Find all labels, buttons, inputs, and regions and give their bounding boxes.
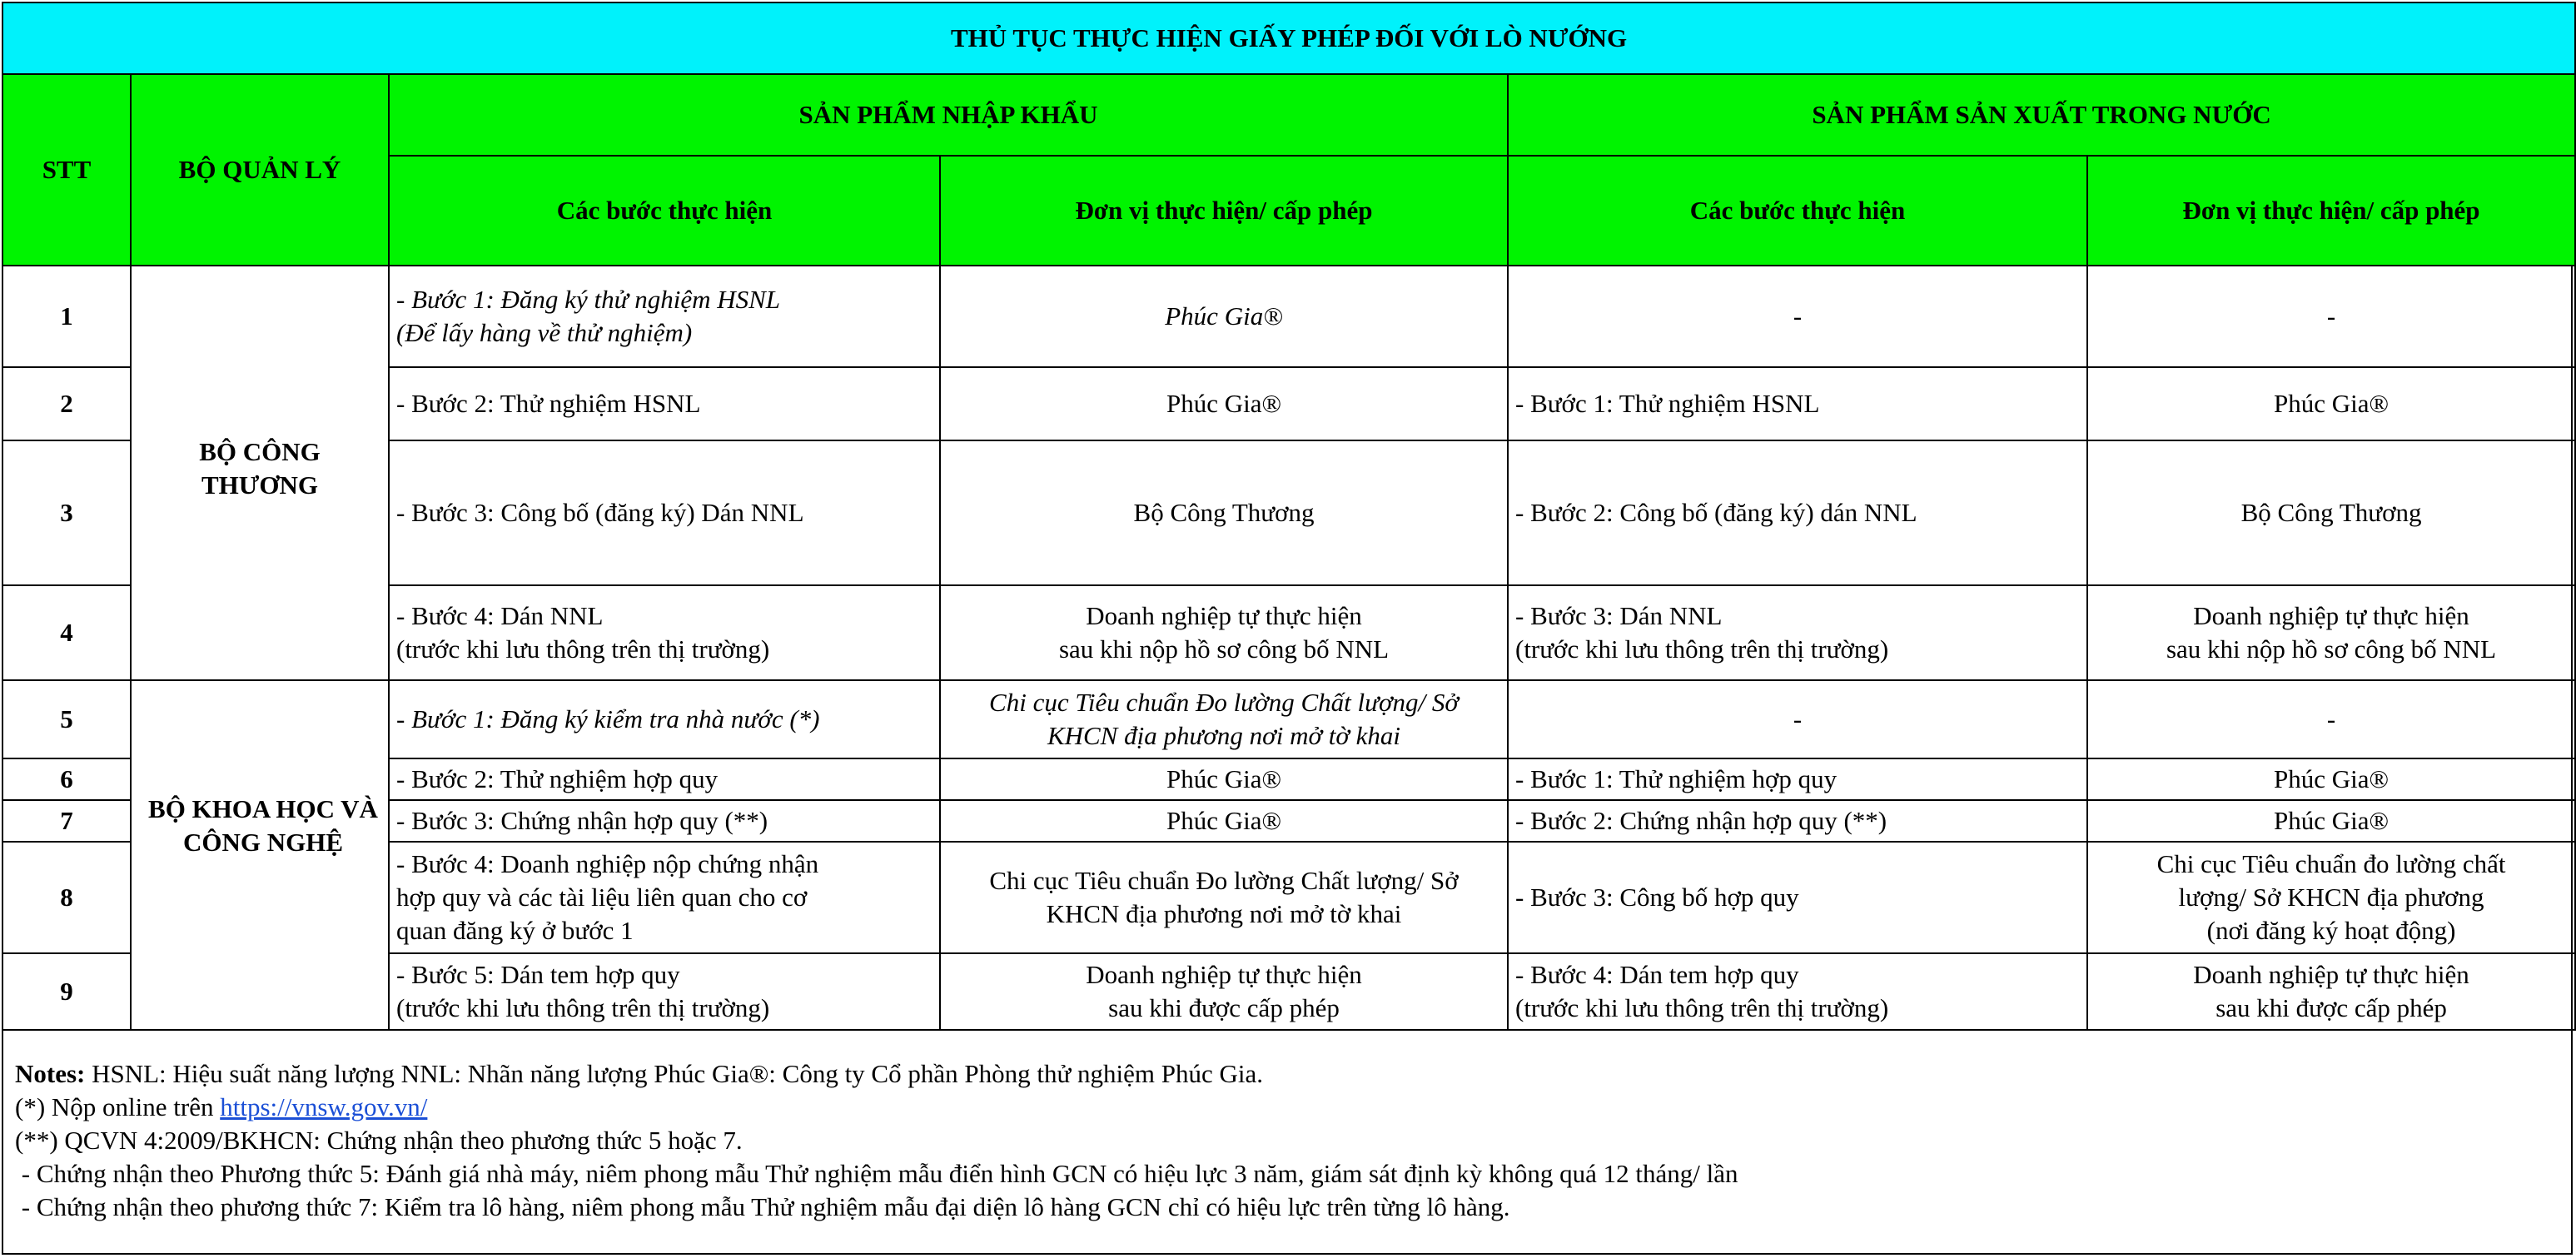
row-stt: 2 xyxy=(2,367,131,440)
notes-line-3: (**) QCVN 4:2009/BKHCN: Chứng nhận theo phương thức 5 hoặc 7. xyxy=(15,1126,743,1155)
domestic-unit-cell: - xyxy=(2087,680,2575,758)
header-agency: BỘ QUẢN LÝ xyxy=(131,74,389,266)
imported-step-cell: - Bước 4: Doanh nghiệp nộp chứng nhận hợp quy và các tài liệu liên quan cho cơ quan đăng ký ở bước 1 xyxy=(389,842,940,953)
imported-step-cell: - Bước 2: Thử nghiệm HSNL xyxy=(389,367,940,440)
header-imported-steps: Các bước thực hiện xyxy=(389,156,940,266)
row-stt: 9 xyxy=(2,953,131,1030)
imported-unit-cell: Bộ Công Thương xyxy=(940,440,1508,585)
vnsw-link[interactable]: https://vnsw.gov.vn/ xyxy=(220,1092,428,1121)
notes-abbreviations: HSNL: Hiệu suất năng lượng NNL: Nhãn năng lượng Phúc Gia®: Công ty Cổ phần Phòng thử nghiệm Phúc Gia. xyxy=(85,1059,1264,1088)
table-row xyxy=(2,440,2575,585)
row-stt: 5 xyxy=(2,680,131,758)
imported-step-cell: - Bước 1: Đăng ký thử nghiệm HSNL (Để lấy hàng về thử nghiệm) xyxy=(389,266,940,367)
imported-step-cell: - Bước 5: Dán tem hợp quy (trước khi lưu thông trên thị trường) xyxy=(389,953,940,1030)
notes-line-2 xyxy=(15,1091,2563,1124)
row-stt: 3 xyxy=(2,440,131,585)
notes-line-4: - Chứng nhận theo Phương thức 5: Đánh giá nhà máy, niêm phong mẫu Thử nghiệm mẫu điển hình GCN có hiệu lực 3 năm, giám sát định kỳ không quá 12 tháng/ lần xyxy=(15,1159,1738,1188)
header-domestic-steps: Các bước thực hiện xyxy=(1508,156,2087,266)
agency-moit xyxy=(131,266,389,680)
agency-moit-label: BỘ CÔNG THƯƠNG xyxy=(199,437,321,500)
table-row xyxy=(2,800,2575,842)
header-domestic: SẢN PHẨM SẢN XUẤT TRONG NƯỚC xyxy=(1508,74,2575,156)
domestic-step-cell: - xyxy=(1508,266,2087,367)
domestic-unit-cell: Phúc Gia® xyxy=(2087,800,2575,842)
domestic-unit-cell: Doanh nghiệp tự thực hiện sau khi nộp hồ sơ công bố NNL xyxy=(2087,585,2575,680)
domestic-unit-cell: Doanh nghiệp tự thực hiện sau khi được cấp phép xyxy=(2087,953,2575,1030)
table-row xyxy=(2,842,2575,953)
table-title: THỦ TỤC THỰC HIỆN GIẤY PHÉP ĐỐI VỚI LÒ NƯỚNG xyxy=(2,2,2575,74)
imported-unit-cell: Doanh nghiệp tự thực hiện sau khi nộp hồ sơ công bố NNL xyxy=(940,585,1508,680)
procedure-table xyxy=(2,2,2576,1031)
table-row xyxy=(2,367,2575,440)
domestic-step-cell: - Bước 3: Dán NNL (trước khi lưu thông trên thị trường) xyxy=(1508,585,2087,680)
domestic-step-cell: - Bước 2: Công bố (đăng ký) dán NNL xyxy=(1508,440,2087,585)
table-row xyxy=(2,585,2575,680)
row-stt: 7 xyxy=(2,800,131,842)
table-row xyxy=(2,266,2575,367)
notes-online-prefix: (*) Nộp online trên xyxy=(15,1092,221,1121)
imported-step-cell: - Bước 1: Đăng ký kiểm tra nhà nước (*) xyxy=(389,680,940,758)
imported-unit-cell: Phúc Gia® xyxy=(940,367,1508,440)
imported-unit-cell: Phúc Gia® xyxy=(940,800,1508,842)
header-domestic-unit: Đơn vị thực hiện/ cấp phép xyxy=(2087,156,2575,266)
imported-step-cell: - Bước 3: Chứng nhận hợp quy (**) xyxy=(389,800,940,842)
agency-most xyxy=(131,680,389,1030)
table-row xyxy=(2,680,2575,758)
row-stt: 8 xyxy=(2,842,131,953)
header-imported-unit: Đơn vị thực hiện/ cấp phép xyxy=(940,156,1508,266)
imported-unit-cell: Chi cục Tiêu chuẩn Đo lường Chất lượng/ Sở KHCN địa phương nơi mở tờ khai xyxy=(940,680,1508,758)
imported-unit-cell: Doanh nghiệp tự thực hiện sau khi được cấp phép xyxy=(940,953,1508,1030)
row-stt: 6 xyxy=(2,758,131,800)
domestic-step-cell: - xyxy=(1508,680,2087,758)
header-imported: SẢN PHẨM NHẬP KHẨU xyxy=(389,74,1508,156)
domestic-unit-cell: Phúc Gia® xyxy=(2087,758,2575,800)
header-stt: STT xyxy=(2,74,131,266)
table-row xyxy=(2,953,2575,1030)
domestic-step-cell: - Bước 1: Thử nghiệm HSNL xyxy=(1508,367,2087,440)
notes-label: Notes: xyxy=(15,1059,86,1088)
table-row xyxy=(2,758,2575,800)
imported-unit-cell: Phúc Gia® xyxy=(940,758,1508,800)
domestic-unit-cell: - xyxy=(2087,266,2575,367)
domestic-step-cell: - Bước 4: Dán tem hợp quy (trước khi lưu thông trên thị trường) xyxy=(1508,953,2087,1030)
imported-step-cell: - Bước 4: Dán NNL (trước khi lưu thông trên thị trường) xyxy=(389,585,940,680)
row-stt: 1 xyxy=(2,266,131,367)
row-stt: 4 xyxy=(2,585,131,680)
notes-section xyxy=(15,1057,2563,1224)
notes-line-5: - Chứng nhận theo phương thức 7: Kiểm tra lô hàng, niêm phong mẫu Thử nghiệm mẫu đại diện lô hàng GCN chỉ có hiệu lực trên từng lô hàng. xyxy=(15,1192,1510,1221)
imported-step-cell: - Bước 3: Công bố (đăng ký) Dán NNL xyxy=(389,440,940,585)
agency-most-label: BỘ KHOA HỌC VÀ CÔNG NGHỆ xyxy=(148,794,378,857)
domestic-unit-cell: Bộ Công Thương xyxy=(2087,440,2575,585)
domestic-unit-cell: Phúc Gia® xyxy=(2087,367,2575,440)
imported-unit-cell: Chi cục Tiêu chuẩn Đo lường Chất lượng/ Sở KHCN địa phương nơi mở tờ khai xyxy=(940,842,1508,953)
domestic-step-cell: - Bước 2: Chứng nhận hợp quy (**) xyxy=(1508,800,2087,842)
domestic-unit-cell: Chi cục Tiêu chuẩn đo lường chất lượng/ Sở KHCN địa phương (nơi đăng ký hoạt động) xyxy=(2087,842,2575,953)
imported-step-cell: - Bước 2: Thử nghiệm hợp quy xyxy=(389,758,940,800)
imported-unit-cell: Phúc Gia® xyxy=(940,266,1508,367)
domestic-step-cell: - Bước 1: Thử nghiệm hợp quy xyxy=(1508,758,2087,800)
notes-line-1 xyxy=(15,1057,2563,1091)
domestic-step-cell: - Bước 3: Công bố hợp quy xyxy=(1508,842,2087,953)
